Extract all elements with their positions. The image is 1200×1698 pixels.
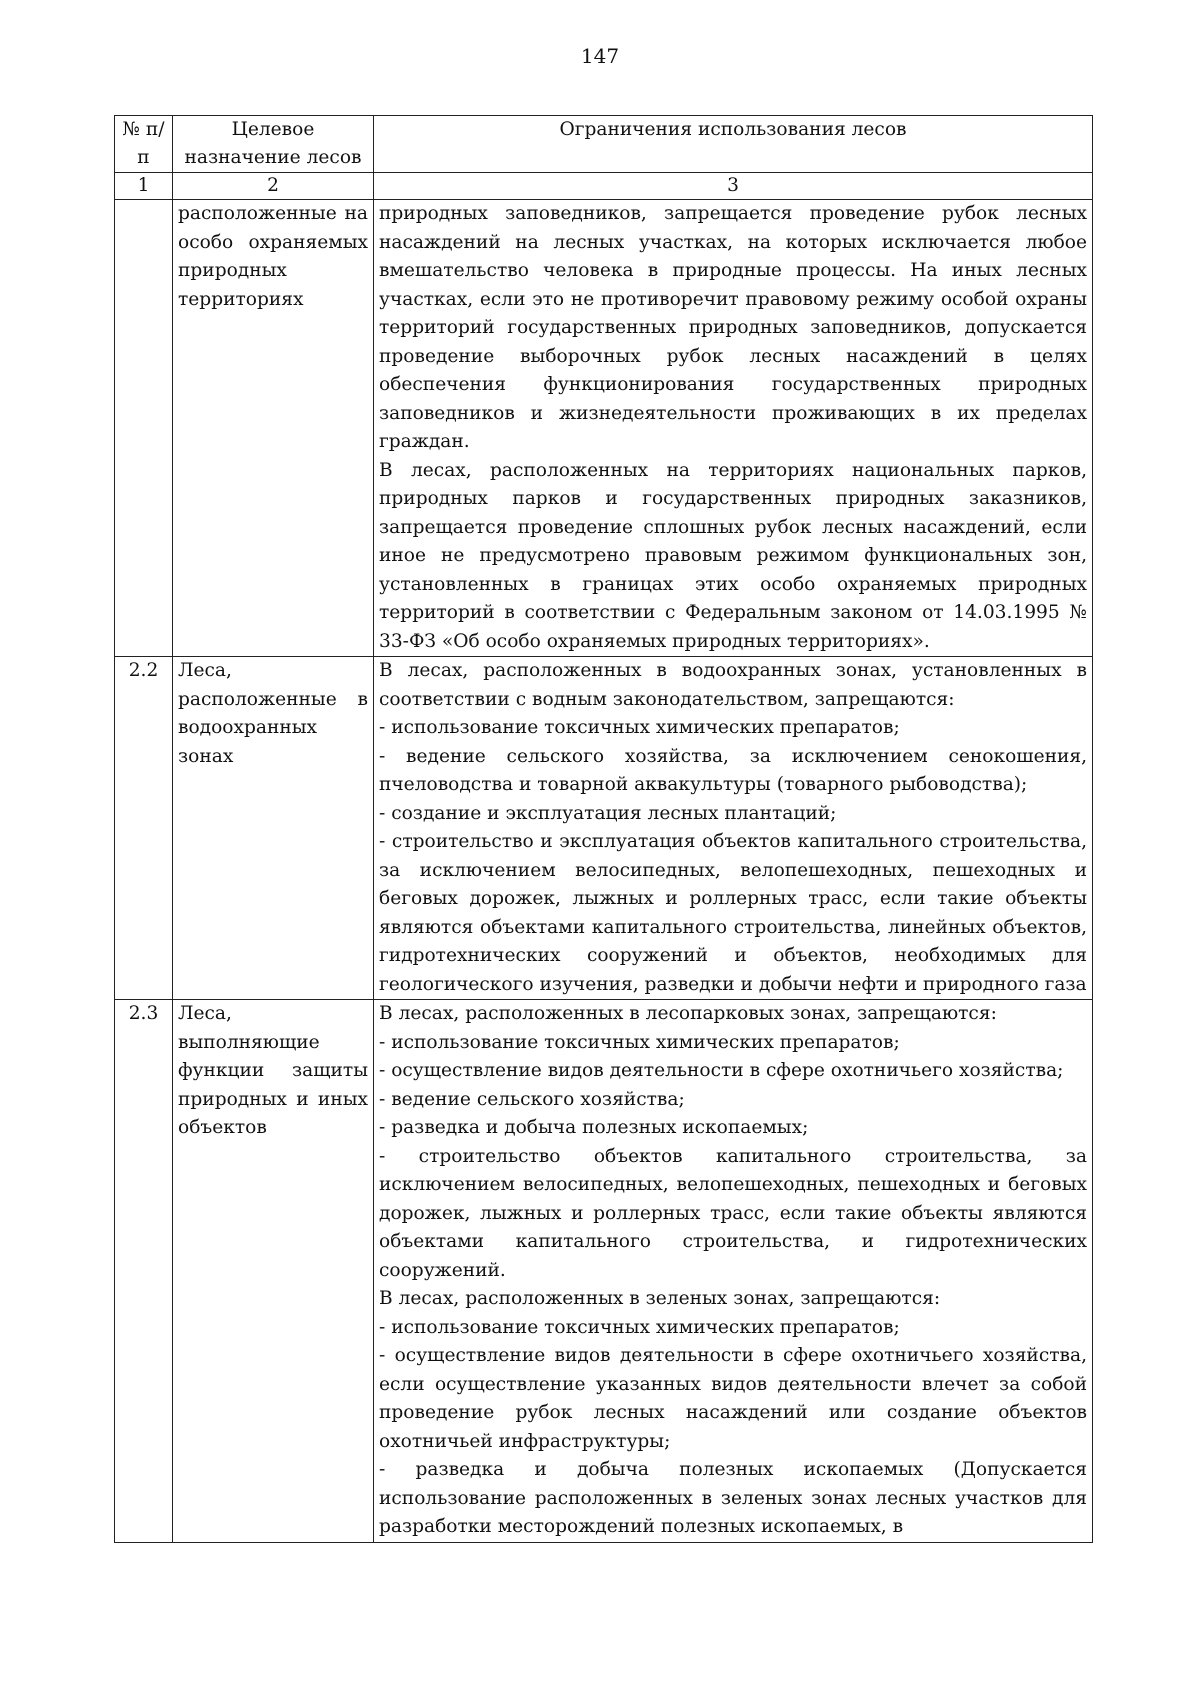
column-numbers-row: [115, 173, 1093, 200]
column-number: 3: [374, 173, 1093, 200]
restriction-paragraph: природных заповедников, запрещается проведение рубок лесных насаждений на лесных участках, на которых исключается любое вмешательство человека в природные процессы. На иных лесных участках, если это не противоречит правовому режиму особой охраны территорий государственных природных заповедников, допускается проведение выборочных рубок лесных насаждений в целях обеспечения функционирования государственных природных заповедников и жизнедеятельности проживающих в их пределах граждан.: [379, 203, 1087, 452]
restriction-paragraph: В лесах, расположенных в зеленых зонах, запрещаются:: [379, 1288, 941, 1309]
table-row: [115, 1000, 1093, 1543]
restriction-paragraph: - ведение сельского хозяйства;: [379, 1088, 685, 1110]
restriction-paragraph: - осуществление видов деятельности в сфере охотничьего хозяйства, если осуществление указанных видов деятельности влечет за собой проведение рубок лесных насаждений или создание объектов охотничьей инфраструктуры;: [379, 1345, 1087, 1452]
row-restrictions: [374, 1000, 1093, 1543]
table-header-row: [115, 116, 1093, 173]
restriction-paragraph: - строительство объектов капитального строительства, за исключением велосипедных, велопешеходных, пешеходных и беговых дорожек, лыжных и роллерных трасс, если такие объекты являются объектами капитального строительства, и гидротехнических сооружений.: [379, 1145, 1087, 1281]
header-restrictions: Ограничения использования лесов: [374, 116, 1093, 173]
restriction-paragraph: - осуществление видов деятельности в сфере охотничьего хозяйства;: [379, 1060, 1064, 1081]
restriction-paragraph: В лесах, расположенных на территориях национальных парков, природных парков и государственных природных заказников, запрещается проведение сплошных рубок лесных насаждений, если иное не предусмотрено правовым режимом функциональных зон, установленных в границах этих особо охраняемых природных территорий в соответствии с Федеральным законом от 14.03.1995 № 33-ФЗ «Об особо охраняемых природных территориях».: [379, 459, 1087, 652]
restriction-paragraph: В лесах, расположенных в водоохранных зонах, установленных в соответствии с водным законодательством, запрещаются:: [379, 660, 1087, 710]
restriction-paragraph: - создание и эксплуатация лесных плантаций;: [379, 802, 837, 824]
row-restrictions: [374, 657, 1093, 1000]
row-purpose: Леса, расположенные в водоохранных зонах: [173, 657, 374, 1000]
row-restrictions: [374, 200, 1093, 657]
restriction-paragraph: - строительство и эксплуатация объектов капитального строительства, за исключением велосипедных, велопешеходных, пешеходных и беговых дорожек, лыжных и роллерных трасс, если такие объекты являются объектами капитального строительства, линейных объектов, гидротехнических сооружений и объектов, необходимых для геологического изучения, разведки и добычи нефти и природного газа: [379, 831, 1087, 995]
table-row: [115, 200, 1093, 657]
row-number: 2.2: [115, 657, 173, 1000]
table-row: [115, 657, 1093, 1000]
row-number: 2.3: [115, 1000, 173, 1543]
row-purpose: Леса, выполняющие функции защиты природных и иных объектов: [173, 1000, 374, 1543]
row-purpose: расположенные на особо охраняемых природных территориях: [173, 200, 374, 657]
column-number: 2: [173, 173, 374, 200]
row-number: [115, 200, 173, 657]
restriction-paragraph: - ведение сельского хозяйства, за исключением сенокошения, пчеловодства и товарной аквакультуры (товарного рыбоводства);: [379, 745, 1087, 795]
header-purpose: Целевое назначение лесов: [173, 116, 374, 173]
restriction-paragraph: - разведка и добыча полезных ископаемых;: [379, 1117, 809, 1138]
restriction-paragraph: - использование токсичных химических препаратов;: [379, 717, 900, 738]
restriction-paragraph: В лесах, расположенных в лесопарковых зонах, запрещаются:: [379, 1003, 997, 1024]
page-number: 147: [580, 44, 620, 68]
column-number: 1: [115, 173, 173, 200]
header-number: № п/п: [115, 116, 173, 173]
restriction-paragraph: - использование токсичных химических препаратов;: [379, 1031, 900, 1053]
restriction-paragraph: - разведка и добыча полезных ископаемых (Допускается использование расположенных в зеленых зонах лесных участков для разработки месторождений полезных ископаемых, в: [379, 1459, 1087, 1537]
forest-restrictions-table: [114, 115, 1093, 1543]
restriction-paragraph: - использование токсичных химических препаратов;: [379, 1316, 900, 1338]
